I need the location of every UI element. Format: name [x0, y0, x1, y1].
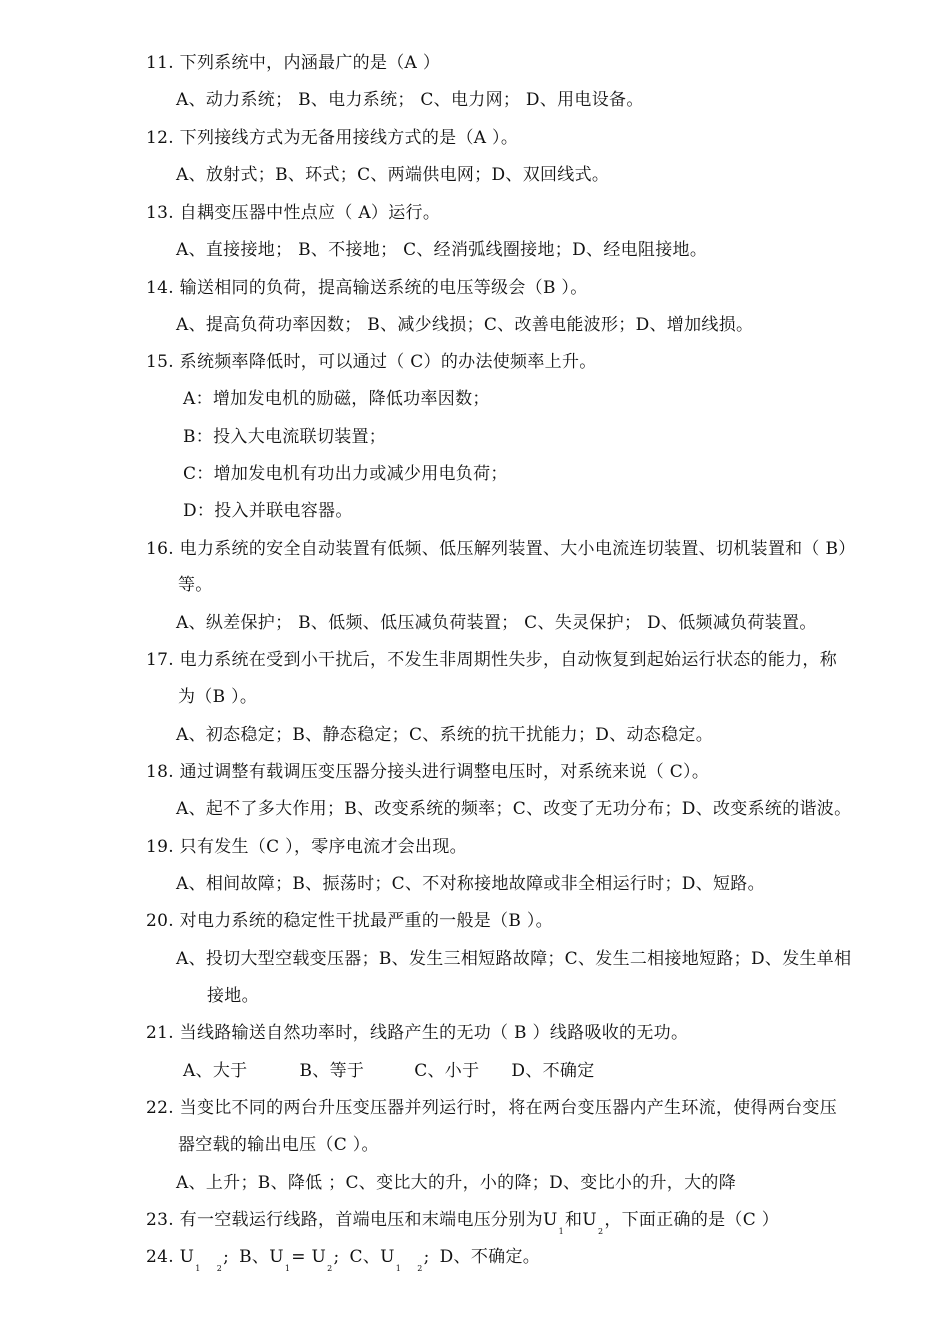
- question-20-options-cont: 接地。: [207, 986, 259, 1006]
- question-20-options: A、投切大型空载变压器；B、发生三相短路故障；C、发生二相接地短路；D、发生单相: [176, 949, 852, 969]
- option-b-sub2: 2: [327, 1264, 333, 1273]
- question-20-stem: 20. 对电力系统的稳定性干扰最严重的一般是（B ）。: [146, 911, 553, 931]
- question-23-and: 和: [564, 1210, 583, 1230]
- question-14-stem: 14. 输送相同的负荷，提高输送系统的电压等级会（B ）。: [146, 278, 588, 298]
- question-15-option-a: A：增加发电机的励磁，降低功率因数；: [183, 389, 490, 409]
- option-b-label: B、U: [239, 1247, 284, 1267]
- voltage-u2-symbol: U: [582, 1210, 597, 1230]
- question-21-options: [183, 1059, 595, 1083]
- voltage-u1-symbol: U: [542, 1210, 558, 1230]
- voltage-u2-subscript: 2: [597, 1227, 604, 1236]
- question-21-option-a: A、大于: [183, 1061, 248, 1081]
- question-16-stem-cont: 等。: [178, 575, 213, 595]
- question-16-stem: 16. 电力系统的安全自动装置有低频、低压解列装置、大小电流连切装置、切机装置和（ B）: [146, 539, 856, 559]
- question-17-stem: 17. 电力系统在受到小干扰后，不发生非周期性失步，自动恢复到起始运行状态的能力，称: [146, 650, 838, 670]
- question-17-options: A、初态稳定；B、静态稳定；C、系统的抗干扰能力；D、动态稳定。: [176, 725, 714, 745]
- question-21-option-c: C、小于: [414, 1061, 480, 1081]
- question-15-option-d: D：投入并联电容器。: [183, 501, 353, 521]
- option-c-sub1: 1: [395, 1264, 402, 1273]
- question-22-options: A、上升；B、降低 ；C、变比大的升，小的降；D、变比小的升，大的降: [176, 1173, 737, 1193]
- question-15-option-b: B：投入大电流联切装置；: [183, 427, 387, 447]
- question-12-stem: 12. 下列接线方式为无备用接线方式的是（A ）。: [146, 128, 519, 148]
- question-17-stem-cont: 为（B ）。: [178, 687, 258, 707]
- option-c-label: C、U: [349, 1247, 395, 1267]
- option-b-separator: ;: [333, 1247, 340, 1267]
- question-11-stem: 11. 下列系统中，内涵最广的是（A ）: [146, 53, 441, 73]
- option-d-label: D、不确定。: [439, 1247, 541, 1267]
- option-c-sub2: 2: [417, 1264, 423, 1273]
- question-22-stem-cont: 器空载的输出电压（C ）。: [178, 1135, 379, 1155]
- option-a-u: U: [179, 1247, 195, 1267]
- question-23-stem-b: ，下面正确的是（C ）: [604, 1210, 780, 1230]
- option-b-sub1: 1: [284, 1264, 291, 1273]
- question-15-stem: 15. 系统频率降低时，可以通过（ C）的办法使频率上升。: [146, 352, 597, 372]
- question-19-stem: 19. 只有发生（C ），零序电流才会出现。: [146, 837, 467, 857]
- question-21-option-d: D、不确定: [511, 1061, 595, 1081]
- question-21-option-b: B、等于: [299, 1061, 365, 1081]
- question-24-number: 24.: [146, 1247, 174, 1267]
- question-12-options: A、放射式；B、环式；C、两端供电网；D、双回线式。: [176, 165, 610, 185]
- question-13-stem: 13. 自耦变压器中性点应（ A）运行。: [146, 203, 441, 223]
- question-22-stem: 22. 当变比不同的两台升压变压器并列运行时，将在两台变压器内产生环流，使得两台变压: [146, 1098, 838, 1118]
- option-c-separator: ;: [423, 1247, 430, 1267]
- question-16-options: A、纵差保护； B、低频、低压减负荷装置； C、失灵保护； D、低频减负荷装置。: [176, 613, 817, 633]
- question-18-options: A、起不了多大作用；B、改变系统的频率；C、改变了无功分布；D、改变系统的谐波。: [176, 799, 852, 819]
- question-21-stem: 21. 当线路输送自然功率时，线路产生的无功（ B ）线路吸收的无功。: [146, 1023, 689, 1043]
- question-23-stem: [146, 1208, 779, 1235]
- option-a-separator: ;: [223, 1247, 230, 1267]
- question-23-stem-a: 23. 有一空载运行线路，首端电压和末端电压分别为: [146, 1210, 543, 1230]
- question-18-stem: 18. 通过调整有载调压变压器分接头进行调整电压时，对系统来说（ C）。: [146, 762, 710, 782]
- question-14-options: A、提高负荷功率因数； B、减少线损；C、改善电能波形；D、增加线损。: [176, 315, 754, 335]
- question-24-line: [146, 1245, 540, 1272]
- question-11-options: A、动力系统； B、电力系统； C、电力网； D、用电设备。: [176, 90, 644, 110]
- question-13-options: A、直接接地； B、不接地； C、经消弧线圈接地；D、经电阻接地。: [176, 240, 708, 260]
- question-19-options: A、相间故障；B、振荡时；C、不对称接地故障或非全相运行时；D、短路。: [176, 874, 765, 894]
- option-b-equals: = U: [291, 1247, 327, 1267]
- question-15-option-c: C：增加发电机有功出力或减少用电负荷；: [183, 464, 508, 484]
- option-a-sub2: 2: [216, 1264, 223, 1273]
- option-a-sub1: 1: [195, 1264, 201, 1273]
- voltage-u1-subscript: 1: [558, 1227, 564, 1236]
